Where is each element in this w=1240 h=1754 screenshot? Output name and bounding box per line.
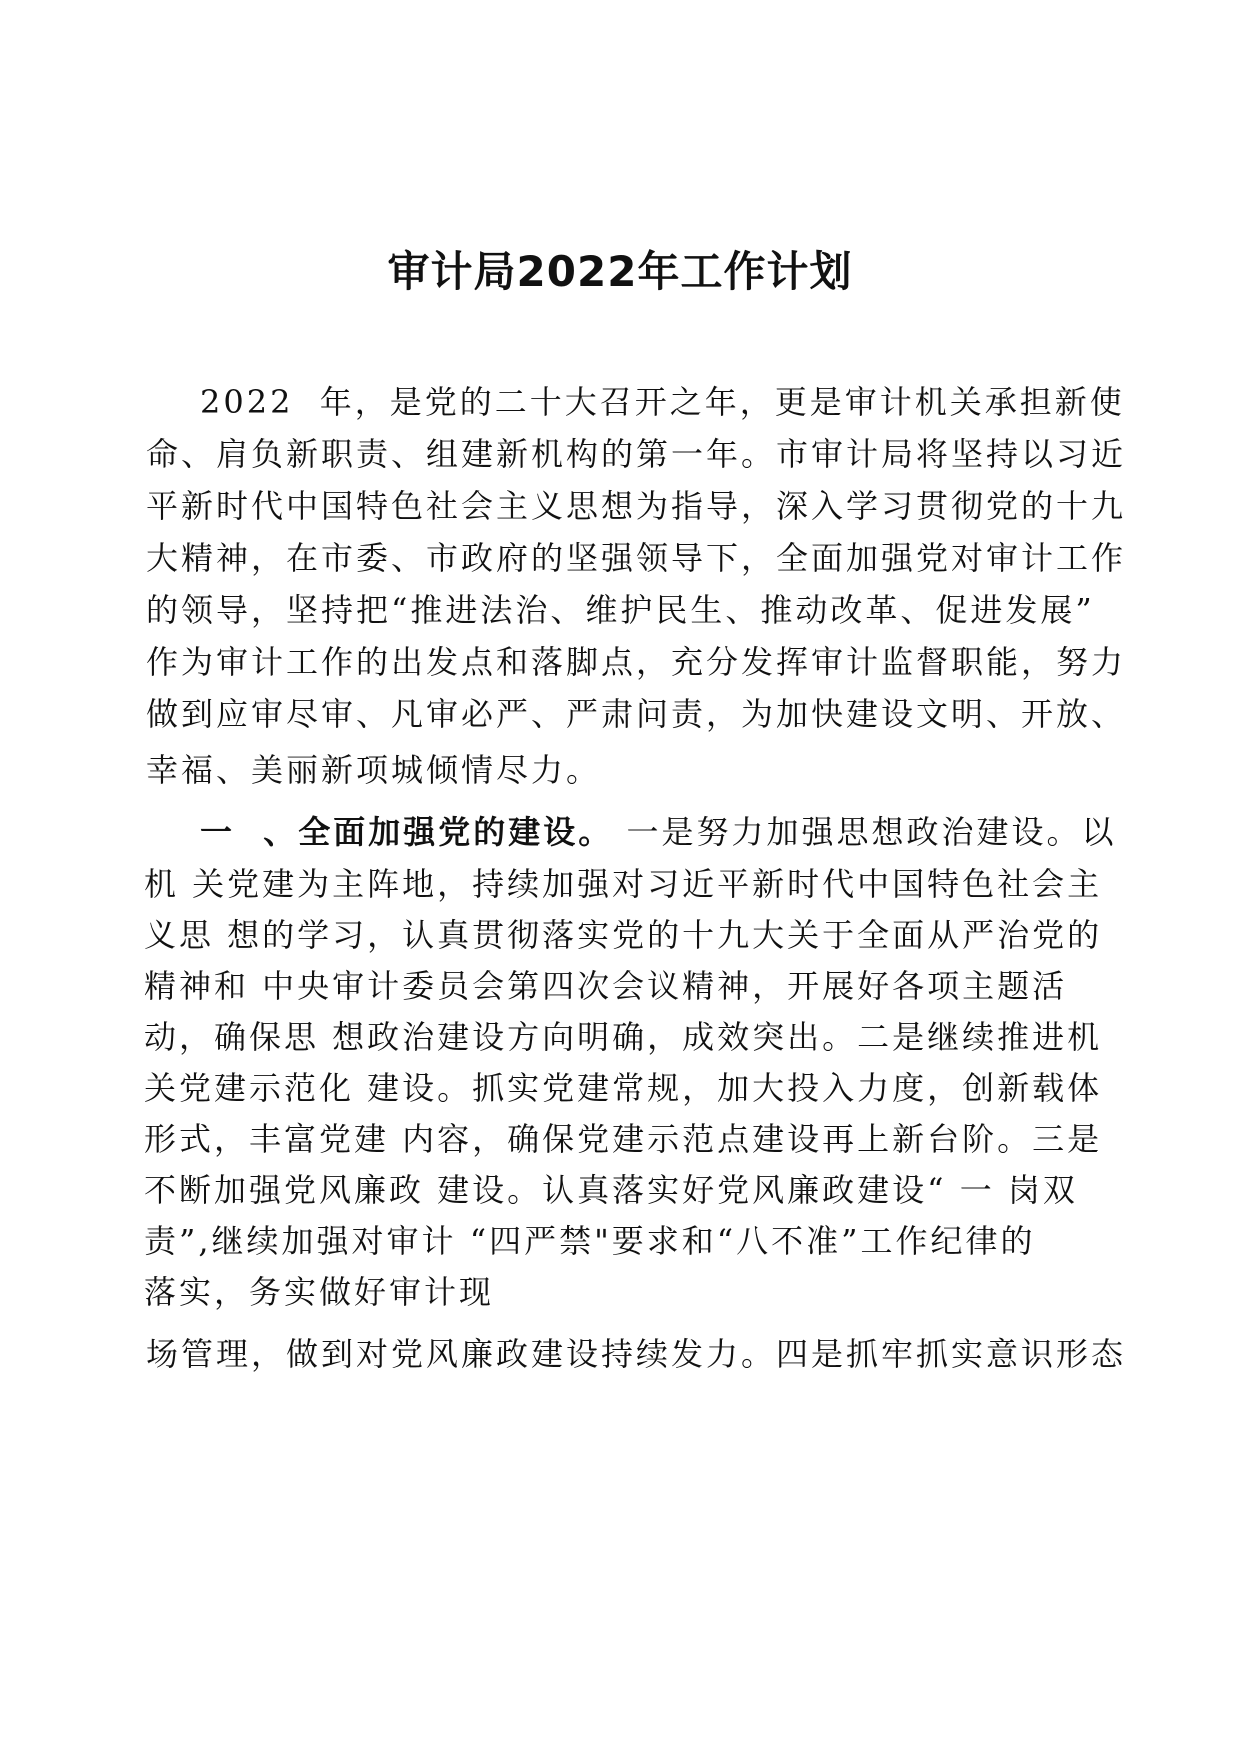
section-1-first-line [200,812,1116,852]
section-1-line: 场管理，做到对党风廉政建设持续发力。四是抓牢抓实意识形态 [146,1335,1127,1373]
paragraph-1-line: 幸福、美丽新项城倾情尽力。 [146,751,602,789]
paragraph-1-line: 2022 年，是党的二十大召开之年，更是审计机关承担新使 [200,383,1125,421]
paragraph-1-line: 作为审计工作的出发点和落脚点，充分发挥审计监督职能，努力 [146,643,1127,681]
section-1-first-line-text: 一是努力加强思想政治建设。以 [613,813,1117,851]
section-1-line: 关党建示范化 建设。抓实党建常规，加大投入力度，创新载体 [144,1069,1103,1107]
section-1-line: 形式，丰富党建 内容，确保党建示范点建设再上新台阶。三是 [144,1120,1103,1158]
section-1-line: 责”,继续加强对审计 “四严禁"要求和“八不准”工作纪律的 [144,1222,1036,1260]
section-1-line: 不断加强党风廉政 建设。认真落实好党风廉政建设“ 一 岗双 [144,1171,1078,1209]
section-1-line: 义思 想的学习，认真贯彻落实党的十九大关于全面从严治党的 [144,916,1103,954]
section-1-line: 落实，务实做好审计现 [144,1273,495,1311]
paragraph-1-line: 做到应审尽审、凡审必严、严肃问责，为加快建设文明、开放、 [146,695,1127,733]
paragraph-1-line: 平新时代中国特色社会主义思想为指导，深入学习贯彻党的十九 [146,487,1127,525]
paragraph-1-line: 命、肩负新职责、组建新机构的第一年。市审计局将坚持以习近 [146,435,1127,473]
section-1-line: 动，确保思 想政治建设方向明确，成效突出。二是继续推进机 [144,1018,1103,1056]
paragraph-1-line: 的领导，坚持把“推进法治、维护民生、推动改革、促进发展” [146,591,1095,629]
page-title: 审计局2022年工作计划 [387,247,853,296]
paragraph-1-line: 大精神，在市委、市政府的坚强领导下，全面加强党对审计工作 [146,539,1127,577]
section-1-line: 精神和 中央审计委员会第四次会议精神，开展好各项主题活 [144,967,1068,1005]
section-1-line: 机 关党建为主阵地，持续加强对习近平新时代中国特色社会主 [144,865,1103,903]
section-1-heading: 一 、全面加强党的建设。 [200,813,614,851]
